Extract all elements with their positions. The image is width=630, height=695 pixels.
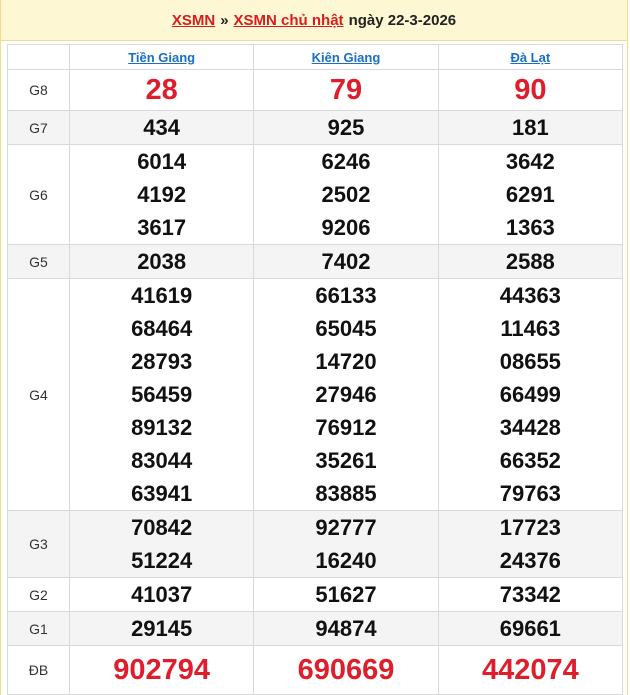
prize-number: 68464 bbox=[131, 316, 193, 341]
prize-label: G7 bbox=[8, 111, 70, 145]
prize-number: 7402 bbox=[321, 249, 371, 274]
prize-number: 90 bbox=[514, 73, 547, 106]
prize-number: 65045 bbox=[315, 316, 377, 341]
prize-cell bbox=[438, 245, 622, 279]
prize-number: 41037 bbox=[131, 582, 193, 607]
prize-number: 17723 bbox=[499, 515, 561, 540]
prize-number: 6291 bbox=[505, 182, 555, 207]
prize-number: 902794 bbox=[113, 653, 211, 686]
results-table bbox=[7, 44, 623, 695]
prize-number: 28793 bbox=[131, 349, 193, 374]
prize-cell bbox=[254, 279, 438, 511]
prize-cell bbox=[254, 612, 438, 646]
prize-number: 6014 bbox=[137, 149, 187, 174]
draw-date: ngày 22-3-2026 bbox=[348, 11, 457, 29]
prize-cell bbox=[438, 111, 622, 145]
prize-cell bbox=[438, 612, 622, 646]
prize-number: 16240 bbox=[315, 548, 377, 573]
prize-number: 3617 bbox=[137, 215, 187, 240]
prize-number: 14720 bbox=[315, 349, 377, 374]
prize-cell bbox=[70, 646, 254, 695]
prize-number: 24376 bbox=[499, 548, 561, 573]
prize-cell bbox=[254, 578, 438, 612]
prize-number: 79 bbox=[329, 73, 363, 106]
prize-row-g4 bbox=[8, 279, 623, 511]
prize-number: 89132 bbox=[131, 415, 193, 440]
prize-number: 181 bbox=[511, 115, 549, 140]
prize-cell bbox=[70, 279, 254, 511]
prize-cell bbox=[254, 646, 438, 695]
prize-row-g8 bbox=[8, 70, 623, 111]
prize-number: 56459 bbox=[131, 382, 193, 407]
province-link-tien-giang[interactable]: Tiền Giang bbox=[128, 49, 196, 65]
prize-number: 442074 bbox=[481, 653, 579, 686]
prize-number: 66499 bbox=[499, 382, 561, 407]
prize-label: G3 bbox=[8, 511, 70, 578]
prize-column-header bbox=[8, 45, 70, 70]
prize-cell bbox=[254, 70, 438, 111]
prize-label: G8 bbox=[8, 70, 70, 111]
prize-number: 76912 bbox=[315, 415, 377, 440]
prize-label: G1 bbox=[8, 612, 70, 646]
prize-number: 79763 bbox=[499, 481, 561, 506]
prize-number: 44363 bbox=[499, 283, 561, 308]
prize-number: 1363 bbox=[505, 215, 555, 240]
prize-number: 27946 bbox=[315, 382, 377, 407]
prize-row-db bbox=[8, 646, 623, 695]
prize-number: 83885 bbox=[315, 481, 377, 506]
prize-number: 2588 bbox=[505, 249, 555, 274]
prize-number: 92777 bbox=[315, 515, 377, 540]
prize-cell bbox=[438, 70, 622, 111]
results-header bbox=[1, 0, 627, 41]
prize-cell bbox=[70, 245, 254, 279]
prize-label: G6 bbox=[8, 145, 70, 245]
prize-row-g1 bbox=[8, 612, 623, 646]
prize-row-g7 bbox=[8, 111, 623, 145]
prize-number: 83044 bbox=[131, 448, 193, 473]
prize-number: 2502 bbox=[321, 182, 371, 207]
prize-number: 73342 bbox=[499, 582, 561, 607]
prize-number: 08655 bbox=[499, 349, 561, 374]
prize-cell bbox=[70, 612, 254, 646]
prize-cell bbox=[438, 511, 622, 578]
prize-label: ĐB bbox=[8, 646, 70, 695]
prize-label: G4 bbox=[8, 279, 70, 511]
prize-number: 28 bbox=[145, 73, 178, 106]
prize-cell bbox=[70, 145, 254, 245]
xsmn-link[interactable]: XSMN bbox=[171, 11, 216, 29]
prize-cell bbox=[438, 145, 622, 245]
prize-number: 34428 bbox=[499, 415, 561, 440]
prize-number: 51224 bbox=[131, 548, 193, 573]
prize-cell bbox=[438, 578, 622, 612]
prize-number: 9206 bbox=[321, 215, 371, 240]
province-link-da-lat[interactable]: Đà Lạt bbox=[510, 49, 551, 65]
province-link-kien-giang[interactable]: Kiên Giang bbox=[311, 49, 381, 65]
prize-cell bbox=[438, 279, 622, 511]
prize-number: 2038 bbox=[137, 249, 187, 274]
prize-cell bbox=[254, 145, 438, 245]
prize-number: 925 bbox=[327, 115, 365, 140]
prize-row-g6 bbox=[8, 145, 623, 245]
prize-cell bbox=[70, 111, 254, 145]
prize-cell bbox=[254, 111, 438, 145]
prize-number: 434 bbox=[143, 115, 181, 140]
prize-number: 690669 bbox=[297, 653, 395, 686]
prize-number: 63941 bbox=[131, 481, 193, 506]
prize-number: 4192 bbox=[137, 182, 187, 207]
prize-label: G2 bbox=[8, 578, 70, 612]
prize-cell bbox=[70, 511, 254, 578]
prize-number: 94874 bbox=[315, 616, 377, 641]
prize-row-g2 bbox=[8, 578, 623, 612]
prize-number: 29145 bbox=[131, 616, 193, 641]
prize-row-g5 bbox=[8, 245, 623, 279]
prize-number: 66133 bbox=[315, 283, 377, 308]
prize-label: G5 bbox=[8, 245, 70, 279]
prize-number: 69661 bbox=[499, 616, 561, 641]
breadcrumb-separator: » bbox=[220, 11, 229, 29]
prize-cell bbox=[70, 70, 254, 111]
prize-cell bbox=[254, 511, 438, 578]
prize-number: 6246 bbox=[321, 149, 371, 174]
prize-number: 66352 bbox=[499, 448, 561, 473]
xsmn-sunday-link[interactable]: XSMN chủ nhật bbox=[233, 11, 344, 29]
prize-number: 51627 bbox=[315, 582, 377, 607]
prize-number: 11463 bbox=[500, 316, 561, 341]
prize-row-g3 bbox=[8, 511, 623, 578]
prize-number: 3642 bbox=[505, 149, 555, 174]
prize-cell bbox=[254, 245, 438, 279]
province-header-row bbox=[8, 45, 623, 70]
prize-cell bbox=[438, 646, 622, 695]
prize-number: 41619 bbox=[131, 283, 193, 308]
prize-number: 35261 bbox=[315, 448, 377, 473]
prize-number: 70842 bbox=[131, 515, 193, 540]
prize-cell bbox=[70, 578, 254, 612]
